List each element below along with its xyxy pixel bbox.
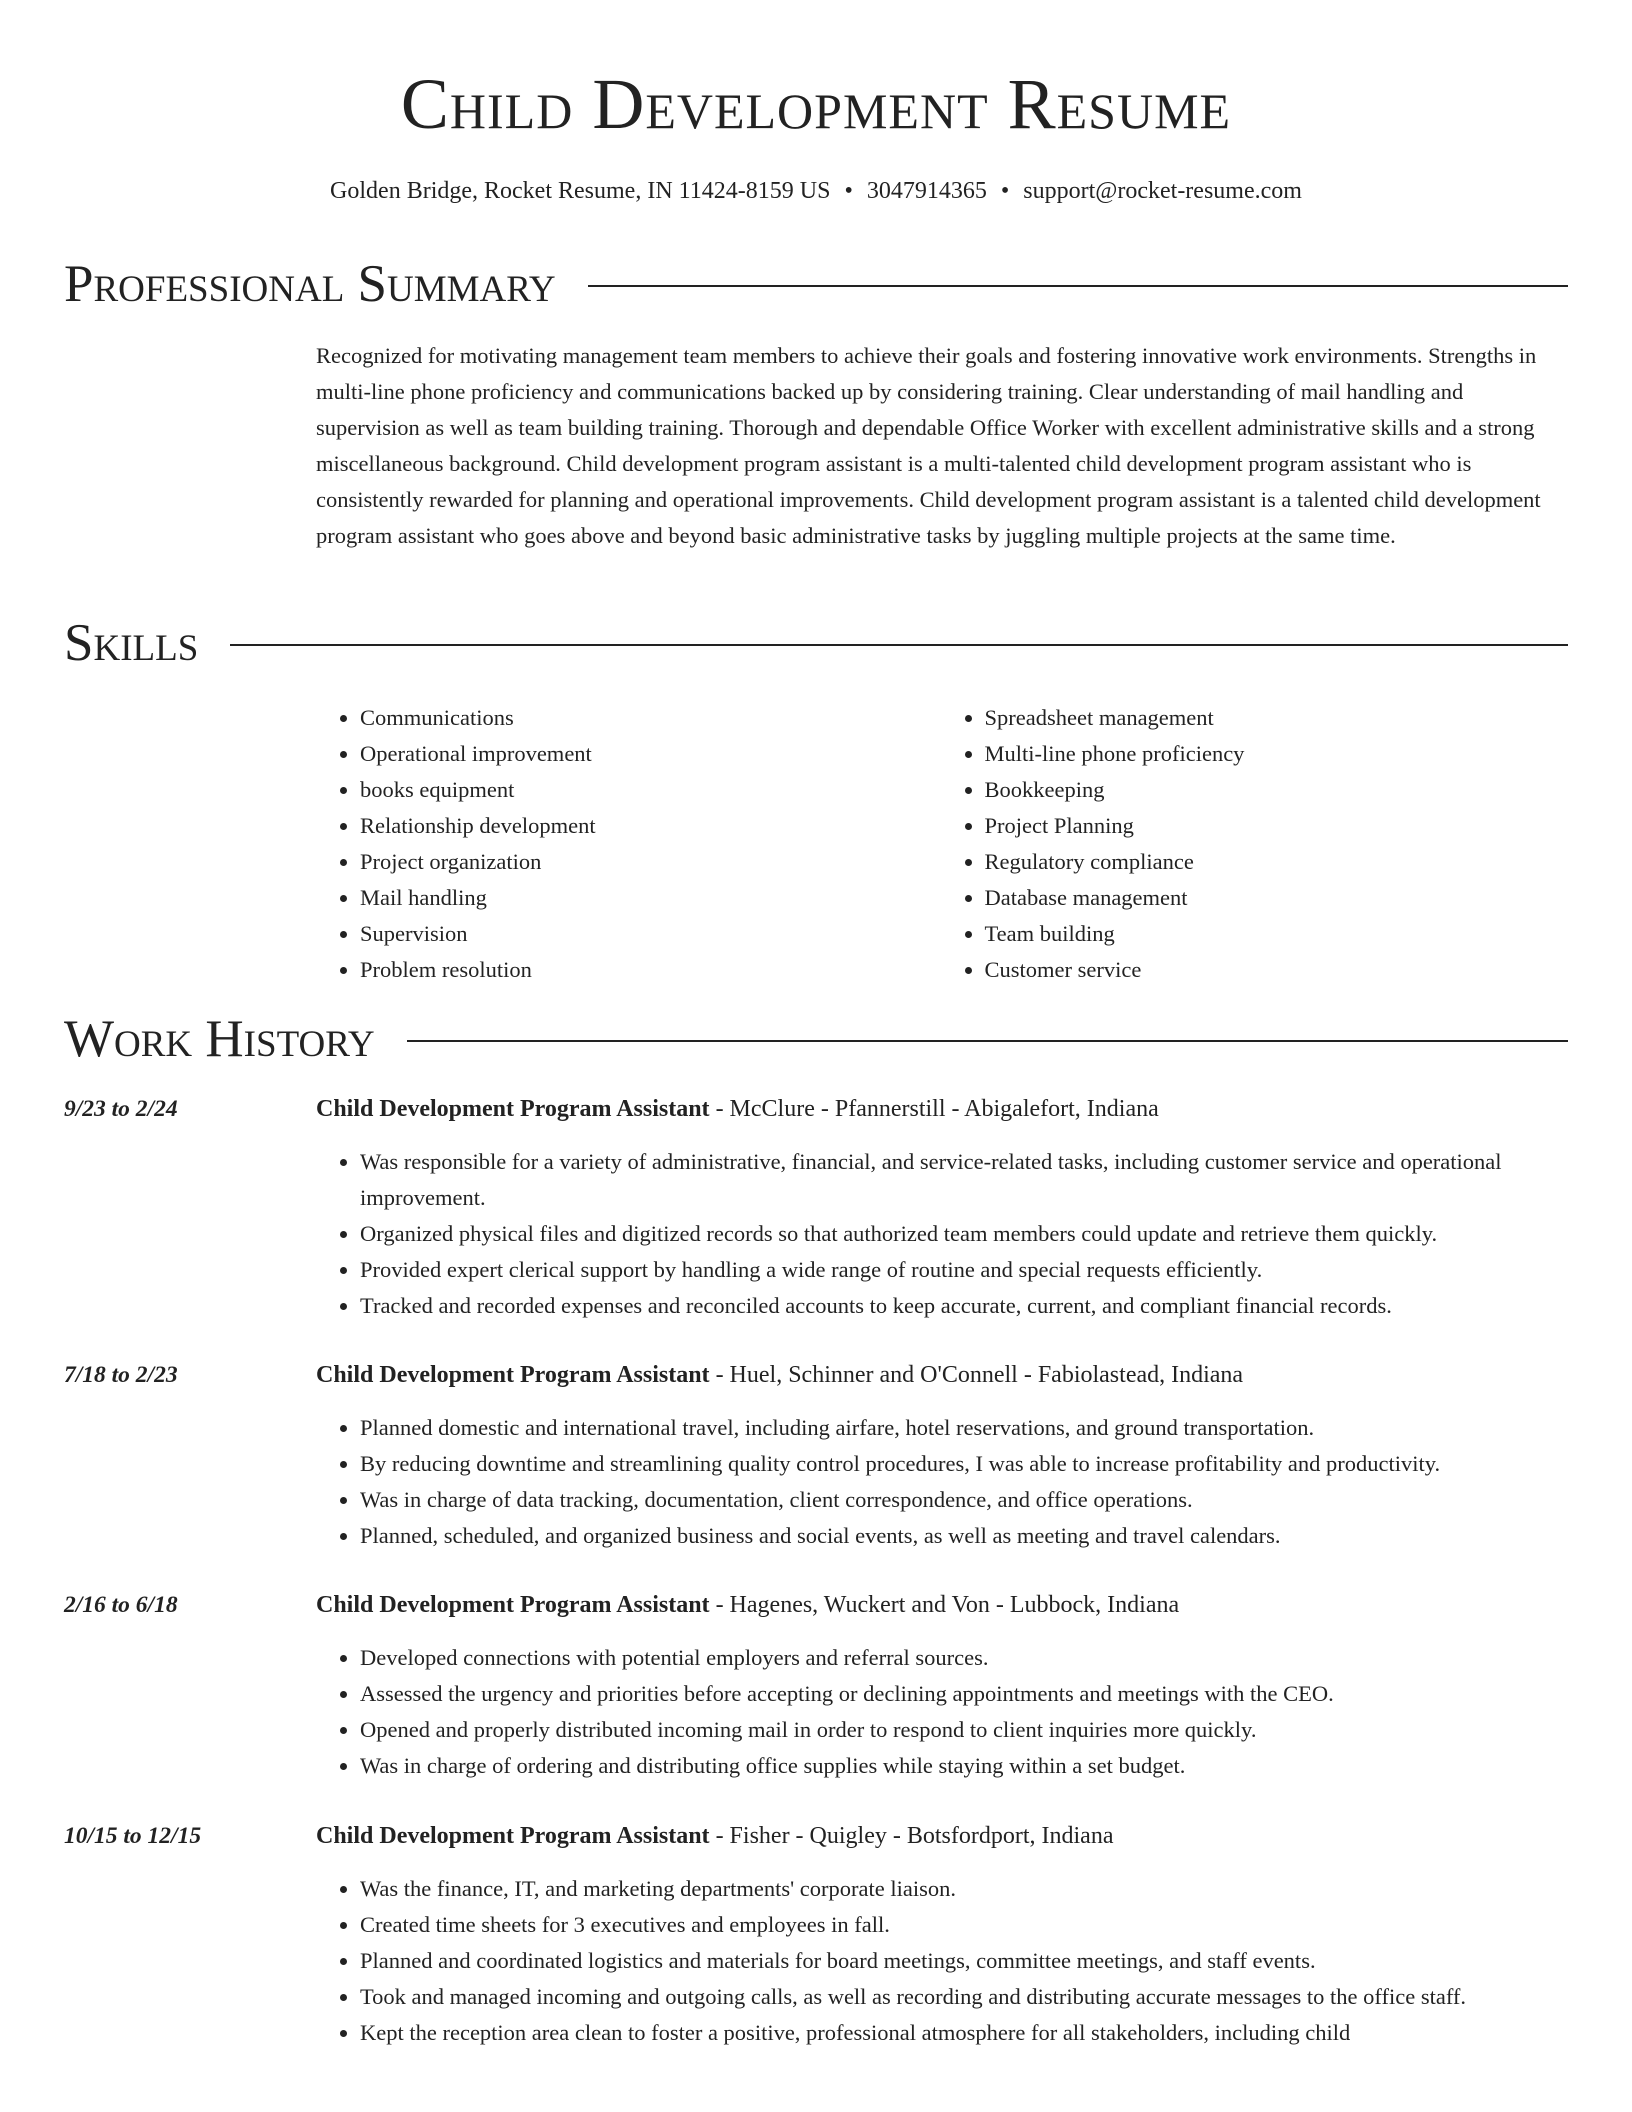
work-heading: Work History: [64, 1010, 375, 1068]
skill-item: • Multi-line phone proficiency: [985, 736, 1572, 772]
section-divider: [588, 285, 1568, 287]
skills-section-header: [64, 613, 1568, 673]
job-bullet: • Was the finance, IT, and marketing departments' corporate liaison.: [360, 1871, 1620, 1907]
skill-item: • Customer service: [985, 952, 1572, 988]
job-bullet: • Tracked and recorded expenses and reconciled accounts to keep accurate, current, and compliant financial records.: [360, 1288, 1620, 1324]
skills-heading: Skills: [64, 614, 199, 672]
job-title-line: [316, 1092, 1159, 1126]
skill-item: • Mail handling: [360, 880, 947, 916]
skill-item: • Relationship development: [360, 808, 947, 844]
job-bullet: • Took and managed incoming and outgoing calls, as well as recording and distributing accurate messages to the office staff.: [360, 1979, 1620, 2015]
skill-item: • books equipment: [360, 772, 947, 808]
skill-item: • Database management: [985, 880, 1572, 916]
skill-item: • Communications: [360, 700, 947, 736]
job-bullets: [316, 1871, 1620, 2051]
job-title-line: [316, 1358, 1243, 1392]
job-bullets: [316, 1640, 1620, 1784]
contact-email: support@rocket-resume.com: [1023, 178, 1302, 204]
job-bullet: • Was responsible for a variety of administrative, financial, and service-related tasks, including customer service and operational improvement.: [360, 1144, 1620, 1216]
job-bullet: • By reducing downtime and streamlining quality control procedures, I was able to increase profitability and productivity.: [360, 1446, 1620, 1482]
job-title-line: [316, 1819, 1113, 1853]
job-title: Child Development Program Assistant: [316, 1592, 710, 1618]
job-dates: 2/16 to 6/18: [64, 1592, 178, 1618]
work-section-header: [64, 1009, 1568, 1069]
skill-item: • Problem resolution: [360, 952, 947, 988]
job-bullet: • Organized physical files and digitized records so that authorized team members could update and retrieve them quickly.: [360, 1216, 1620, 1252]
job-bullet: • Planned domestic and international travel, including airfare, hotel reservations, and ground transportation.: [360, 1410, 1620, 1446]
job-dates: 9/23 to 2/24: [64, 1096, 178, 1122]
job-bullet: • Was in charge of ordering and distributing office supplies while staying within a set budget.: [360, 1748, 1620, 1784]
skill-item: • Operational improvement: [360, 736, 947, 772]
section-divider: [407, 1040, 1568, 1042]
job-dates: 10/15 to 12/15: [64, 1823, 202, 1849]
job-bullet: • Planned and coordinated logistics and materials for board meetings, committee meetings, and staff events.: [360, 1943, 1620, 1979]
contact-separator: •: [844, 178, 853, 204]
skills-column-left: [316, 700, 947, 988]
skills-list: [316, 700, 1571, 988]
job-title: Child Development Program Assistant: [316, 1362, 710, 1388]
job-bullet: • Opened and properly distributed incoming mail in order to respond to client inquiries more quickly.: [360, 1712, 1620, 1748]
job-title-line: [316, 1588, 1179, 1622]
job-title: Child Development Program Assistant: [316, 1823, 710, 1849]
skill-item: • Supervision: [360, 916, 947, 952]
job-dates: 7/18 to 2/23: [64, 1362, 178, 1388]
contact-phone: 3047914365: [866, 178, 987, 204]
job-bullet: • Provided expert clerical support by handling a wide range of routine and special requests efficiently.: [360, 1252, 1620, 1288]
job-bullets: [316, 1410, 1620, 1554]
job-employer: - McClure - Pfannerstill - Abigalefort, Indiana: [709, 1096, 1159, 1122]
job-bullet: • Planned, scheduled, and organized business and social events, as well as meeting and travel calendars.: [360, 1518, 1620, 1554]
job-employer: - Hagenes, Wuckert and Von - Lubbock, Indiana: [709, 1592, 1180, 1618]
skill-item: • Team building: [985, 916, 1572, 952]
job-bullet: • Created time sheets for 3 executives and employees in fall.: [360, 1907, 1620, 1943]
job-bullet: • Kept the reception area clean to foster a positive, professional atmosphere for all stakeholders, including child: [360, 2015, 1620, 2051]
job-bullets: [316, 1144, 1620, 1324]
skill-item: • Regulatory compliance: [985, 844, 1572, 880]
job-bullet: • Assessed the urgency and priorities before accepting or declining appointments and meetings with the CEO.: [360, 1676, 1620, 1712]
summary-text: Recognized for motivating management team members to achieve their goals and fostering innovative work environments. Strengths in multi-line phone proficiency and communications backed up by considering training. Clear understanding of mail handling and supervision as well as team building training. Thorough and dependable Office Worker with excellent administrative skills and a strong miscellaneous background. Child development program assistant is a multi-talented child development program assistant who is consistently rewarded for planning and operational improvements. Child development program assistant is a talented child development program assistant who goes above and beyond basic administrative tasks by juggling multiple projects at the same time.: [316, 343, 1541, 548]
section-divider: [230, 644, 1568, 646]
skill-item: • Project organization: [360, 844, 947, 880]
job-employer: - Huel, Schinner and O'Connell - Fabiolastead, Indiana: [709, 1362, 1244, 1388]
summary-heading: Professional Summary: [64, 255, 556, 313]
skills-column-right: [941, 700, 1572, 988]
job-bullet: • Developed connections with potential employers and referral sources.: [360, 1640, 1620, 1676]
job-title: Child Development Program Assistant: [316, 1096, 710, 1122]
skill-item: • Project Planning: [985, 808, 1572, 844]
summary-section-header: [64, 254, 1568, 314]
contact-address: Golden Bridge, Rocket Resume, IN 11424-8159 US: [330, 178, 831, 204]
job-employer: - Fisher - Quigley - Botsfordport, Indiana: [709, 1823, 1114, 1849]
skill-item: • Bookkeeping: [985, 772, 1572, 808]
skill-item: • Spreadsheet management: [985, 700, 1572, 736]
contact-separator: •: [1000, 178, 1010, 204]
contact-line: [0, 174, 1632, 208]
resume-title: Child Development Resume: [400, 64, 1232, 144]
job-bullet: • Was in charge of data tracking, documentation, client correspondence, and office operations.: [360, 1482, 1620, 1518]
